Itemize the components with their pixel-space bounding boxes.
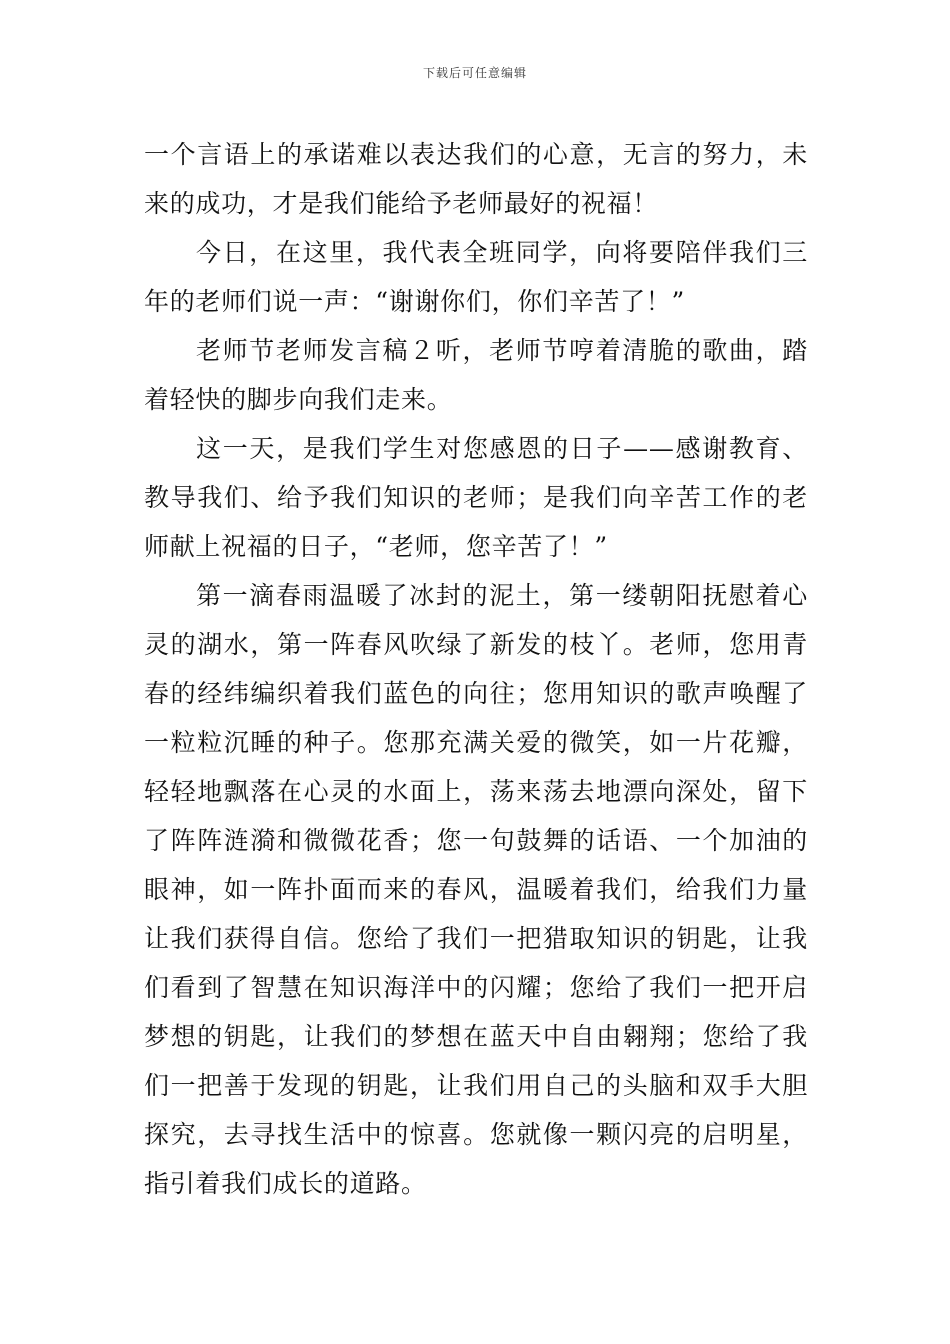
paragraph: 第一滴春雨温暖了冰封的泥土，第一缕朝阳抚慰着心灵的湖水，第一阵春风吹绿了新发的枝丫。老师，您用青春的经纬编织着我们蓝色的向往；您用知识的歌声唤醒了一粒粒沉睡的种子。您那充满关爱的微笑，如一片花瓣，轻轻地飘落在心灵的水面上，荡来荡去地漂向深处，留下了阵阵涟漪和微微花香；您一句鼓舞的话语、一个加油的眼神，如一阵扑面而来的春风，温暖着我们，给我们力量让我们获得自信。您给了我们一把猎取知识的钥匙，让我们看到了智慧在知识海洋中的闪耀；您给了我们一把开启梦想的钥匙，让我们的梦想在蓝天中自由翱翔；您给了我们一把善于发现的钥匙，让我们用自己的头脑和双手大胆探究，去寻找生活中的惊喜。您就像一颗闪亮的启明星，指引着我们成长的道路。	[144, 581, 808, 1198]
document-body	[144, 130, 808, 1208]
paragraph: 老师节老师发言稿２听，老师节哼着清脆的歌曲，踏着轻快的脚步向我们走来。	[144, 336, 808, 414]
page-header: 下载后可任意编辑	[422, 66, 527, 80]
paragraph-continuation: 一个言语上的承诺难以表达我们的心意，无言的努力，未来的成功，才是我们能给予老师最好的祝福！	[144, 140, 808, 218]
paragraph: 这一天，是我们学生对您感恩的日子——感谢教育、教导我们、给予我们知识的老师；是我们向辛苦工作的老师献上祝福的日子，“老师，您辛苦了！”	[144, 434, 808, 561]
paragraph: 今日，在这里，我代表全班同学，向将要陪伴我们三年的老师们说一声：“谢谢你们，你们辛苦了！”	[144, 238, 808, 316]
